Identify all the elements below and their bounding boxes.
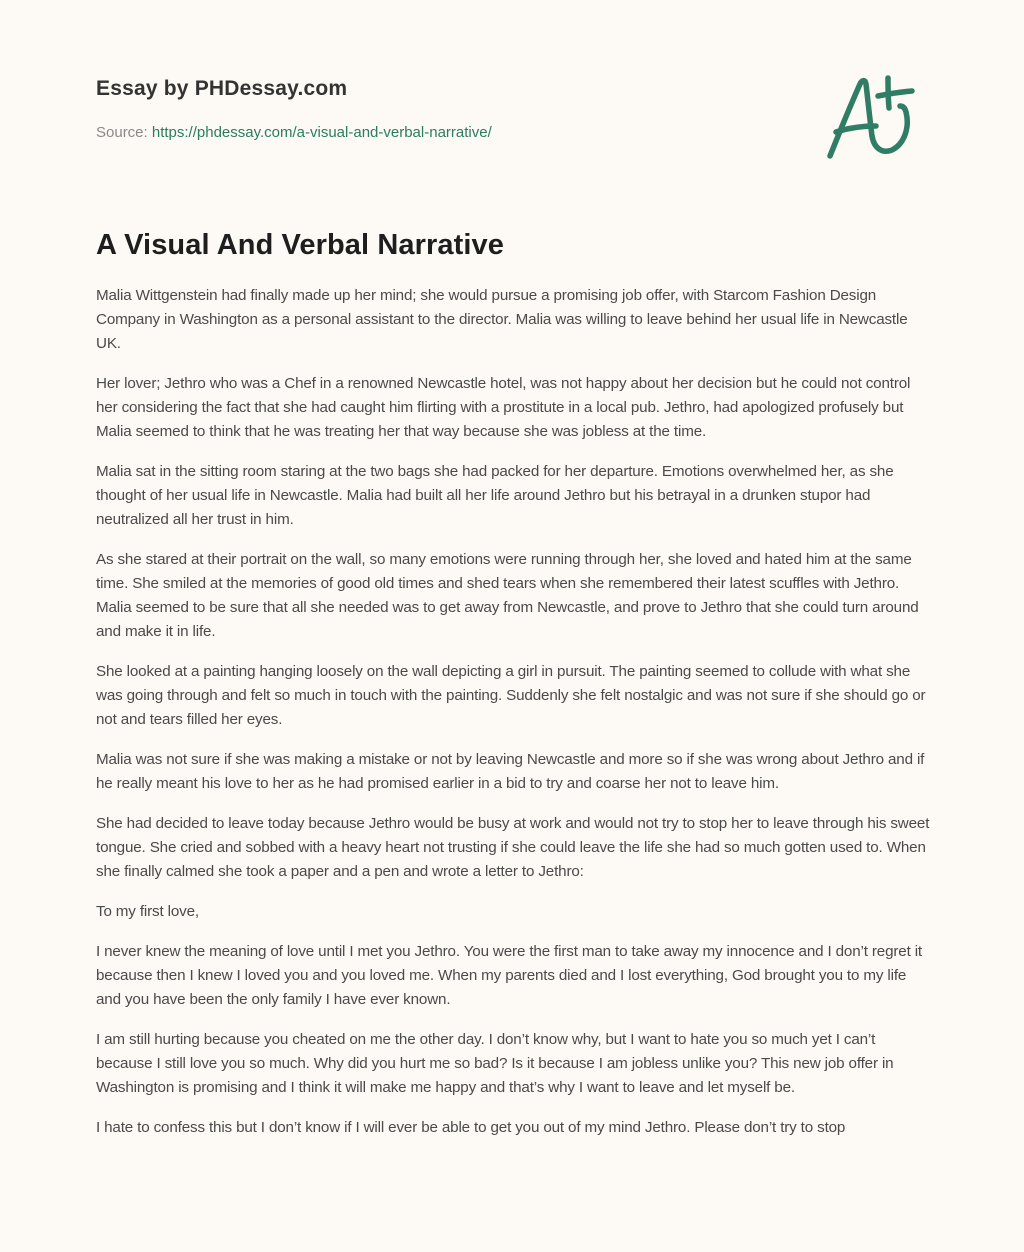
letter-paragraph: I am still hurting because you cheated on me the other day. I don’t know why, but I want to hate you so much yet I can’t because I still love you so much. Why did you hurt me so bad? Is it because I am jobless unlike you? This new job offer in Washington is promising and I think it will make me happy and that’s why I want to leave and let myself be. — [96, 1031, 894, 1096]
essay-paragraph: Malia was not sure if she was making a mistake or not by leaving Newcastle and more so if she was wrong about Jethro and if he really meant his love to her as he had promised earlier in a bid to try and coarse her not to leave him. — [96, 751, 925, 792]
source-link[interactable]: https://phdessay.com/a-visual-and-verbal-narrative/ — [151, 124, 492, 141]
letter-paragraph: I never knew the meaning of love until I met you Jethro. You were the first man to take away my innocence and I don’t regret it because then I knew I loved you and you loved me. When my parents died and I lost everything, God brought you to my life and you have been the only family I have ever known. — [96, 943, 923, 1008]
essay-body — [96, 284, 932, 1156]
essay-paragraph: Malia sat in the sitting room staring at the two bags she had packed for her departure. Emotions overwhelmed her, as she thought of her usual life in Newcastle. Malia had built all her life around Jethro but his betrayal in a drunken stupor had neutralized all her trust in him. — [96, 463, 894, 528]
site-brand: Essay by PHDessay.com — [96, 77, 348, 100]
a-plus-grade-icon — [820, 66, 930, 166]
essay-paragraph: Her lover; Jethro who was a Chef in a renowned Newcastle hotel, was not happy about her decision but he could not control her considering the fact that she had caught him flirting with a prostitute in a local pub. Jethro, had apologized profusely but Malia seemed to think that he was treating her that way because she was jobless at the time. — [96, 375, 911, 440]
essay-paragraph: She had decided to leave today because Jethro would be busy at work and would not try to stop her to leave through his sweet tongue. She cried and sobbed with a heavy heart not trusting if she could leave the life she had so much gotten used to. When she finally calmed she took a paper and a pen and wrote a letter to Jethro: — [96, 815, 930, 880]
letter-paragraph: I hate to confess this but I don’t know if I will ever be able to get you out of my mind Jethro. Please don’t try to stop — [96, 1119, 846, 1136]
page-header — [96, 74, 926, 143]
source-label: Source: — [96, 124, 148, 141]
essay-paragraph: As she stared at their portrait on the wall, so many emotions were running through her, she loved and hated him at the same time. She smiled at the memories of good old times and shed tears when she remembered their latest scuffles with Jethro. Malia seemed to be sure that all she needed was to get away from Newcastle, and prove to Jethro that she could turn around and make it in life. — [96, 551, 919, 640]
essay-paragraph: Malia Wittgenstein had finally made up her mind; she would pursue a promising job offer, with Starcom Fashion Design Company in Washington as a personal assistant to the director. Malia was willing to leave behind her usual life in Newcastle UK. — [96, 287, 908, 352]
essay-title: A Visual And Verbal Narrative — [96, 229, 504, 261]
letter-salutation: To my first love, — [96, 903, 199, 920]
source-line — [96, 123, 926, 143]
essay-paragraph: She looked at a painting hanging loosely on the wall depicting a girl in pursuit. The painting seemed to collude with what she was going through and felt so much in touch with the painting. Suddenly she felt nostalgic and was not sure if she should go or not and tears filled her eyes. — [96, 663, 926, 728]
